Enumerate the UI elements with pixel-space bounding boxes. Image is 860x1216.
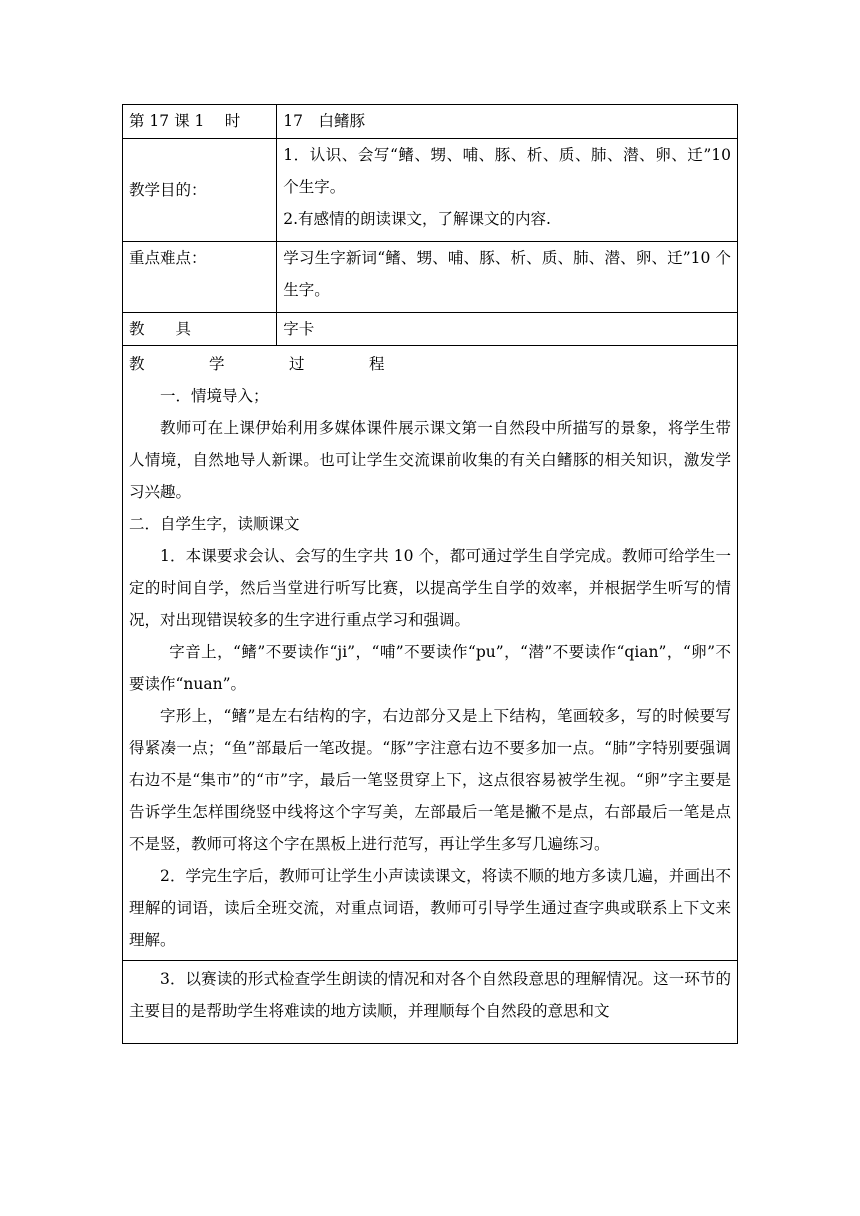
lesson-title: 17 白鳍豚: [277, 105, 738, 139]
section-2-paragraph-1: 1．本课要求会认、会写的生字共 10 个，都可通过学生自学完成。教师可给学生一定的时间自学，然后当堂进行听写比赛，以提高学生自学的效率，并根据学生听写的情况，对出现错误较多的生字进行重点学习和强调。: [129, 547, 731, 629]
section-2-paragraph-5: 3．以赛读的形式检查学生朗读的情况和对各个自然段意思的理解情况。这一环节的主要目的是帮助学生将难读的地方读顺，并理顺每个自然段的意思和文: [129, 970, 731, 1020]
section-2-paragraph-4: 2．学完生字后，教师可让学生小声读读课文，将读不顺的地方多读几遍，并画出不理解的词语，读后全班交流，对重点词语，教师可引导学生通过查字典或联系上下文来理解。: [129, 867, 731, 949]
lesson-plan-table: [122, 104, 738, 1044]
section-1-text: 教师可在上课伊始利用多媒体课件展示课文第一自然段中所描写的景象，将学生带人情境，自然地导人新课。也可让学生交流课前收集的有关白鳍豚的相关知识，激发学习兴趣。: [129, 419, 731, 501]
key-points-label: 重点难点：: [123, 242, 277, 313]
continuation-content: [123, 961, 738, 1044]
key-points-row: [123, 242, 738, 313]
teaching-aims-label: 教学目的：: [123, 139, 277, 242]
process-title-char-4: 程: [369, 355, 385, 373]
teaching-tools-row: [123, 313, 738, 346]
section-2-paragraph-3: 字形上，“鳍”是左右结构的字，右边部分又是上下结构，笔画较多，写的时候要写得紧凑一点；“鱼”部最后一笔改提。“豚”字注意右边不要多加一点。“肺”字特别要强调右边不是“集市”的“市”字，最后一笔竖贯穿上下，这点很容易被学生视。“卵”字主要是告诉学生怎样围绕竖中线将这个字写美，左部最后一笔是撇不是点，右部最后一笔是点不是竖，教师可将这个字在黑板上进行范写，再让学生多写几遍练习。: [129, 707, 731, 853]
key-points-content: [277, 242, 738, 313]
process-title-char-3: 过: [289, 355, 305, 373]
continuation-row: [123, 961, 738, 1044]
lesson-header-row: [123, 105, 738, 139]
teaching-process-content: [123, 346, 738, 961]
teaching-aims-row: [123, 139, 738, 242]
teaching-aim-2: 2.有感情的朗读课文，了解课文的内容.: [283, 210, 551, 228]
teaching-process-row: [123, 346, 738, 961]
process-title-char-1: 教: [129, 355, 145, 373]
teaching-process-title: [129, 348, 731, 380]
section-2-title: 二．自学生字，读顺课文: [129, 515, 300, 533]
lesson-plan-page: [122, 104, 738, 1044]
teaching-aims-content: [277, 139, 738, 242]
section-1-title: 一．情境导入；: [160, 387, 269, 405]
section-2-paragraph-2: 字音上，“鳍”不要读作“ji”，“哺”不要读作“pu”，“潜”不要读作“qian”，“卵”不要读作“nuan”。: [129, 643, 731, 693]
key-points-text: 学习生字新词“鳍、甥、哺、豚、析、质、肺、潜、卵、迁”10 个生字。: [283, 249, 731, 299]
teaching-aim-1: 1．认识、会写“鳍、甥、哺、豚、析、质、肺、潜、卵、迁”10 个生字。: [283, 146, 731, 196]
lesson-label: 第 17 课 1 时: [123, 105, 277, 139]
teaching-tools-label: 教 具: [123, 313, 277, 346]
process-title-char-2: 学: [209, 355, 225, 373]
teaching-tools-content: 字卡: [277, 313, 738, 346]
